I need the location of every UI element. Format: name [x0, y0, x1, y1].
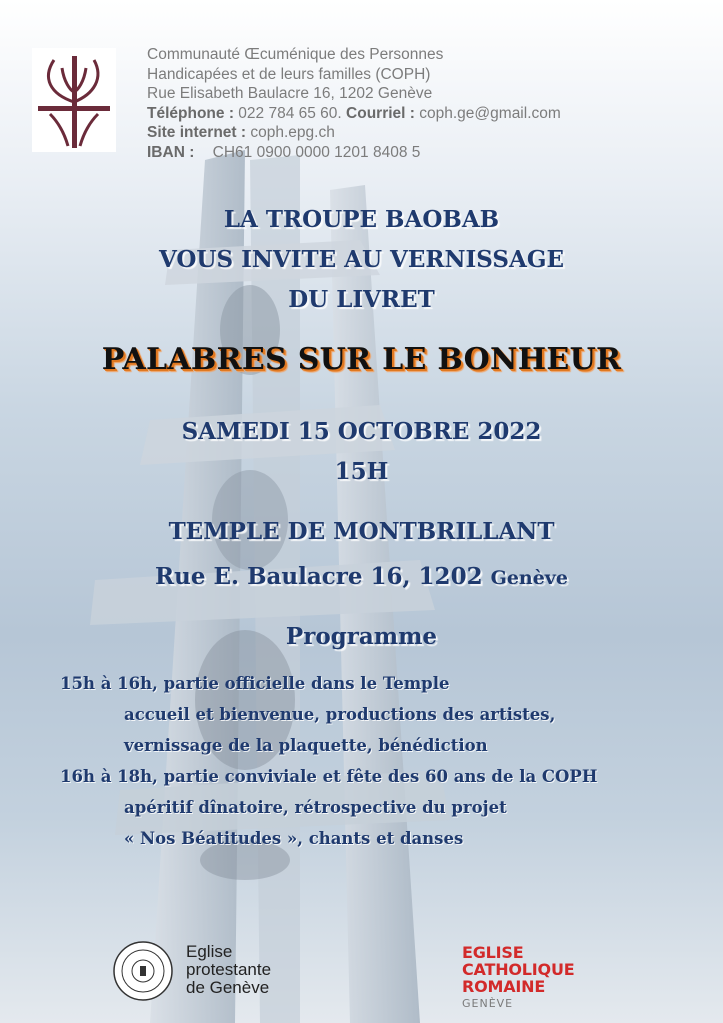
program-line: vernissage de la plaquette, bénédiction — [124, 736, 488, 755]
program-line: 16h à 18h, partie conviviale et fête des 60 ans de la COPH — [60, 767, 598, 786]
epg-line1: Eglise — [186, 942, 233, 961]
email-label: Courriel : — [346, 104, 415, 122]
program-list — [60, 668, 597, 854]
iban-number: CH61 0900 0000 1201 8408 5 — [212, 143, 421, 161]
event-datetime — [0, 412, 723, 492]
epg-line3: de Genève — [186, 978, 270, 997]
event-venue: TEMPLE DE MONTBRILLANT — [168, 518, 555, 545]
program-heading: Programme — [285, 623, 438, 650]
site-url: coph.epg.ch — [250, 124, 335, 141]
ecr-line4: GENÈVE — [462, 997, 514, 1010]
epg-line2: protestante — [186, 960, 272, 979]
program-line: « Nos Béatitudes », chants et danses — [124, 829, 464, 848]
org-name-line2: Handicapées et de leurs familles (COPH) — [147, 65, 431, 83]
coph-logo — [32, 48, 116, 152]
org-address: Rue Elisabeth Baulacre 16, 1202 Genève — [147, 85, 433, 102]
invite-line3: DU LIVRET — [288, 286, 435, 313]
email-address: coph.ge@gmail.com — [419, 104, 561, 122]
protestant-church-name — [186, 943, 271, 997]
invitation-heading — [0, 200, 723, 320]
organization-details — [147, 45, 561, 162]
website-line — [147, 123, 561, 143]
event-street: Rue E. Baulacre 16, 1202 — [155, 563, 483, 590]
event-city: Genève — [490, 567, 568, 589]
phone-number: 022 784 65 60. — [238, 104, 342, 122]
ecr-line1: EGLISE — [462, 943, 524, 962]
ecr-line3: ROMAINE — [462, 977, 546, 996]
invite-line2: VOUS INVITE AU VERNISSAGE — [158, 246, 565, 273]
iban-label: IBAN : — [147, 143, 195, 161]
event-time: 15H — [334, 458, 389, 485]
program-line: apéritif dînatoire, rétrospective du projet — [124, 798, 507, 817]
invite-line1: LA TROUPE BAOBAB — [223, 206, 500, 233]
event-date: SAMEDI 15 OCTOBRE 2022 — [181, 418, 542, 445]
org-name-line1: Communauté Œcuménique des Personnes — [147, 46, 444, 63]
ecr-line2: CATHOLIQUE — [462, 960, 575, 979]
event-title: PALABRES SUR LE BONHEUR — [101, 342, 622, 377]
event-address — [0, 563, 723, 590]
phone-label: Téléphone : — [147, 104, 234, 122]
protestant-church-seal-icon — [112, 940, 174, 1002]
program-line: 15h à 16h, partie officielle dans le Temple — [60, 674, 450, 693]
site-label: Site internet : — [147, 124, 247, 141]
catholic-church-logo — [462, 944, 574, 1012]
contact-line — [147, 104, 561, 124]
program-line: accueil et bienvenue, productions des artistes, — [124, 705, 556, 724]
iban-line — [147, 143, 561, 163]
